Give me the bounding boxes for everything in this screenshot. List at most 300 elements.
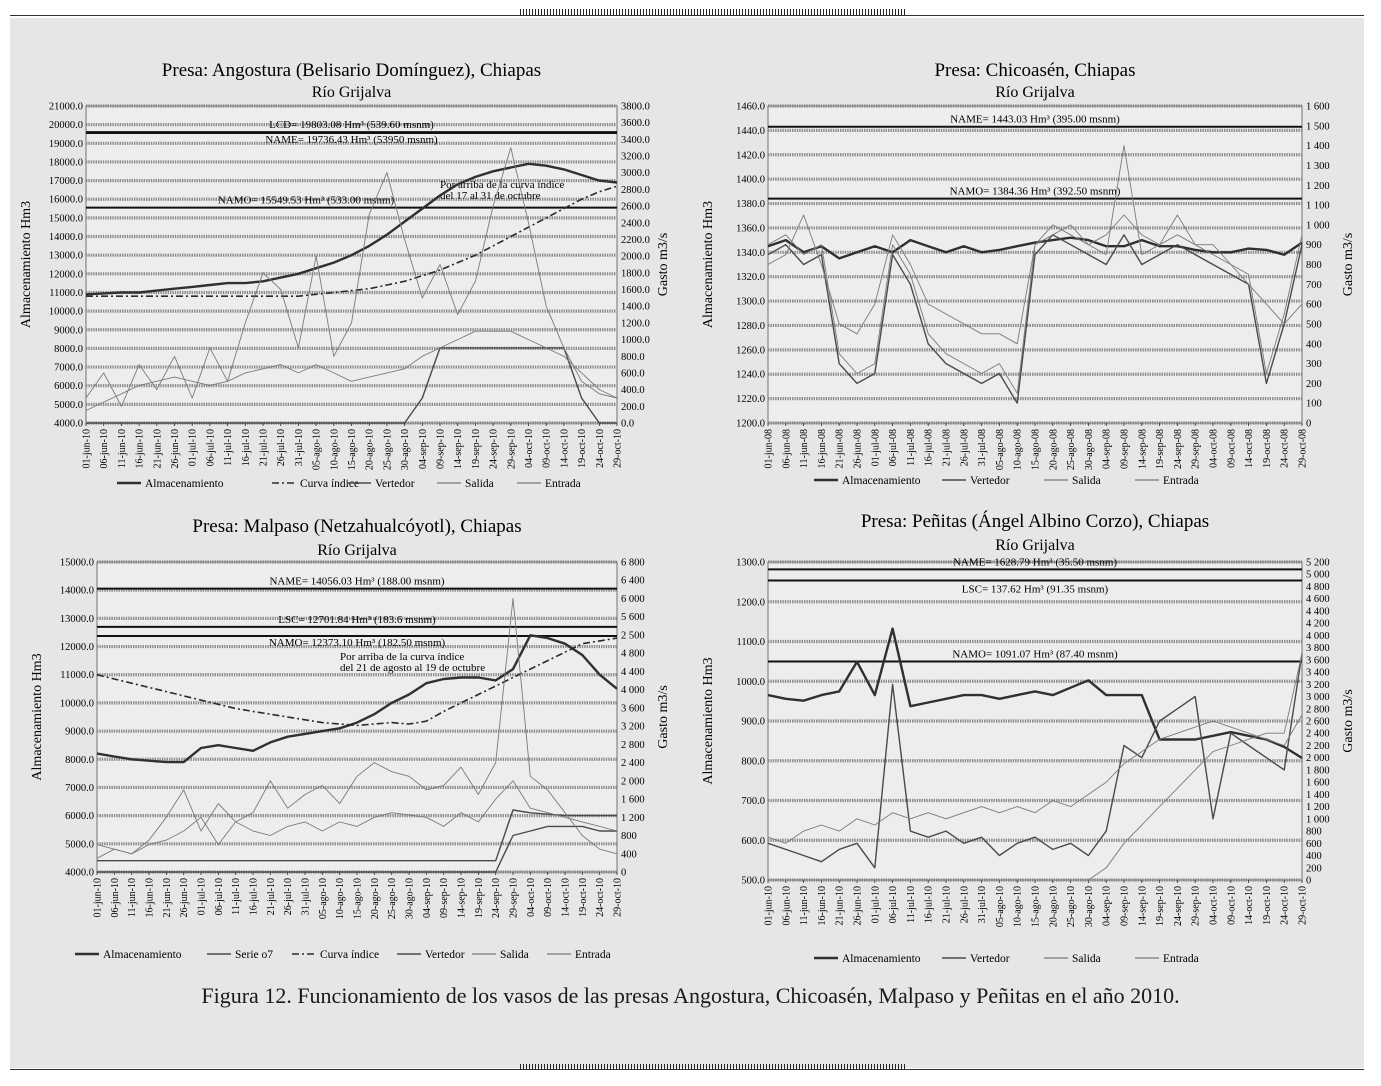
y-tick-label: 9000.0: [54, 325, 83, 337]
x-tick-label: 16-jun-10: [816, 886, 828, 926]
y2-axis-label: Gasto m3/s: [1341, 232, 1356, 297]
y-axis-label: Almacenamiento Hm3: [30, 653, 45, 781]
y2-tick-label: 6 800: [621, 557, 645, 569]
legend-label: Salida: [465, 478, 494, 490]
y2-tick-label: 2400.0: [621, 218, 650, 230]
y-tick-label: 1200.0: [736, 597, 765, 609]
x-tick-label: 06-jul-08: [888, 429, 900, 467]
y-tick-label: 4000.0: [65, 867, 94, 879]
x-tick-label: 30-ago-08: [1083, 429, 1095, 471]
y2-tick-label: 3200.0: [621, 151, 650, 163]
x-tick-label: 06-jul-10: [888, 886, 900, 924]
x-tick-label: 04-oct-10: [524, 429, 535, 468]
annotation-text: Por arriba de la curva índice: [340, 651, 465, 663]
y2-tick-label: 400: [1306, 339, 1322, 351]
x-tick-label: 09-sep-10: [1119, 886, 1131, 926]
x-tick-label: 04-oct-08: [1208, 429, 1220, 468]
y2-tick-label: 5 200: [1306, 557, 1330, 569]
chart-subtitle: Río Grijalva: [995, 537, 1075, 554]
x-tick-label: 14-sep-10: [453, 429, 465, 469]
chart-subtitle: Río Grijalva: [995, 84, 1075, 101]
x-tick-label: 20-ago-10: [364, 429, 376, 471]
x-tick-label: 16-jun-08: [816, 429, 828, 469]
y-tick-label: 1200.0: [736, 418, 765, 430]
y2-axis-label: Gasto m3/s: [656, 685, 671, 749]
x-tick-label: 29-sep-10: [1190, 886, 1202, 926]
legend-label: Entrada: [545, 478, 581, 490]
y2-tick-label: 1 400: [1306, 141, 1330, 153]
y2-tick-label: 2600.0: [621, 201, 650, 213]
chart-subtitle: Río Grijalva: [311, 84, 392, 101]
y-tick-label: 9000.0: [65, 726, 94, 738]
x-tick-label: 05-ago-10: [311, 429, 323, 471]
y-tick-label: 1380.0: [736, 199, 765, 211]
y2-tick-label: 1800.0: [621, 268, 650, 280]
y2-tick-label: 4 200: [1306, 618, 1330, 630]
annotation-text: del 21 de agosto al 19 de octubre: [340, 662, 486, 674]
x-tick-label: 26-jun-10: [170, 429, 181, 469]
x-tick-label: 21-jun-10: [834, 886, 846, 926]
y-tick-label: 1300.0: [736, 557, 765, 569]
y2-tick-label: 3 400: [1306, 667, 1330, 679]
y2-tick-label: 3 600: [1306, 655, 1330, 667]
y2-tick-label: 0.0: [621, 418, 635, 430]
y-tick-label: 5000.0: [54, 399, 83, 411]
y-tick-label: 20000.0: [48, 120, 83, 132]
x-tick-label: 05-ago-10: [317, 878, 329, 920]
y2-tick-label: 600: [1306, 299, 1322, 311]
y2-tick-label: 3 600: [621, 703, 645, 715]
x-tick-label: 25-ago-10: [382, 429, 394, 471]
y-tick-label: 1280.0: [736, 320, 765, 332]
chart-subtitle: Río Grijalva: [317, 542, 397, 559]
x-tick-label: 01-jul-10: [196, 878, 208, 916]
y-tick-label: 1240.0: [736, 369, 765, 381]
y2-tick-label: 1 000: [1306, 814, 1330, 826]
y2-tick-label: 1 400: [1306, 789, 1330, 801]
x-tick-label: 29-sep-08: [1190, 429, 1202, 469]
y-axis-label: Almacenamiento Hm3: [19, 200, 34, 329]
x-tick-label: 26-jul-08: [959, 429, 971, 467]
x-tick-label: 19-oct-10: [577, 429, 589, 468]
x-tick-label: 19-sep-08: [1155, 429, 1167, 469]
y2-tick-label: 0: [1306, 875, 1312, 887]
legend-label: Salida: [1072, 953, 1101, 965]
reference-line-label: NAME= 1628.79 Hm³ (35.50 msnm): [952, 556, 1118, 569]
x-tick-label: 24-oct-10: [1279, 886, 1291, 925]
y-tick-label: 12000.0: [48, 269, 83, 281]
x-tick-label: 09-oct-08: [1226, 429, 1238, 468]
y2-tick-label: 200.0: [621, 401, 645, 413]
x-tick-label: 29-sep-10: [508, 878, 520, 918]
x-tick-label: 31-jul-10: [300, 878, 312, 916]
y-tick-label: 10000.0: [59, 698, 94, 710]
chart-title: Presa: Chicoasén, Chiapas: [934, 60, 1136, 81]
y2-tick-label: 2200.0: [621, 234, 650, 246]
x-tick-label: 06-jun-08: [781, 429, 793, 469]
legend-label: Salida: [500, 949, 529, 961]
annotation-text: Por arriba de la curva índice: [440, 179, 565, 191]
reference-line-label: NAME= 1443.03 Hm³ (395.00 msnm): [950, 113, 1120, 126]
x-tick-label: 14-oct-10: [559, 429, 571, 468]
y2-tick-label: 500: [1306, 319, 1322, 331]
y2-tick-label: 4 400: [1306, 606, 1330, 618]
x-tick-label: 01-jun-10: [92, 878, 104, 918]
x-tick-label: 26-jun-08: [852, 429, 864, 469]
chart-title: Presa: Angostura (Belisario Domínguez), Chiapas: [161, 60, 542, 81]
y2-tick-label: 4 400: [621, 666, 645, 678]
y2-tick-label: 200: [1306, 863, 1322, 875]
y-tick-label: 8000.0: [54, 343, 83, 355]
y2-tick-label: 5 000: [1306, 569, 1330, 581]
y-tick-label: 4000.0: [54, 418, 83, 430]
y-tick-label: 800.0: [741, 756, 765, 768]
y-tick-label: 13000.0: [48, 250, 83, 262]
x-tick-label: 21-jun-10: [161, 878, 173, 918]
x-tick-label: 14-sep-10: [1137, 886, 1149, 926]
x-tick-label: 20-ago-08: [1048, 429, 1060, 471]
x-tick-label: 29-oct-08: [1297, 429, 1309, 468]
y-tick-label: 1440.0: [736, 125, 765, 137]
legend-label: Curva índice: [320, 949, 380, 961]
x-tick-label: 21-jul-10: [265, 878, 277, 916]
y2-tick-label: 800: [621, 831, 637, 843]
x-tick-label: 11-jul-10: [231, 878, 243, 915]
chart-title: Presa: Malpaso (Netzahualcóyotl), Chiapas: [192, 516, 522, 537]
x-tick-label: 26-jul-10: [283, 878, 295, 916]
y-tick-label: 11000.0: [49, 287, 83, 299]
y-tick-label: 1000.0: [736, 676, 765, 688]
y-tick-label: 7000.0: [54, 362, 83, 374]
y-tick-label: 700.0: [741, 796, 765, 807]
bottom-ornament: [520, 1064, 906, 1070]
y2-tick-label: 400.0: [621, 385, 645, 397]
x-tick-label: 16-jul-10: [923, 886, 935, 924]
y2-tick-label: 6 000: [621, 593, 645, 605]
y-tick-label: 13000.0: [59, 613, 94, 625]
y2-axis-label: Gasto m3/s: [1341, 689, 1356, 753]
legend-label: Vertedor: [970, 475, 1010, 487]
x-tick-label: 01-jul-08: [870, 429, 882, 467]
y2-tick-label: 100: [1306, 398, 1322, 410]
legend-label: Almacenamiento: [145, 478, 224, 490]
y-tick-label: 16000.0: [48, 194, 83, 206]
x-tick-label: 06-jun-10: [109, 878, 121, 918]
x-tick-label: 04-oct-10: [1208, 886, 1220, 925]
x-tick-label: 15-ago-10: [352, 878, 364, 920]
x-tick-label: 21-jun-10: [152, 429, 164, 469]
y2-tick-label: 3800.0: [621, 101, 650, 113]
x-tick-label: 06-jul-10: [213, 878, 225, 916]
x-tick-label: 14-oct-10: [1244, 886, 1256, 925]
x-tick-label: 29-oct-10: [612, 878, 624, 917]
x-tick-label: 06-jun-10: [99, 429, 111, 469]
x-tick-label: 15-ago-10: [347, 429, 358, 471]
x-tick-label: 11-jul-10: [905, 886, 917, 923]
y2-tick-label: 400: [1306, 851, 1322, 863]
figure-caption: Figura 12. Funcionamiento de los vasos de las presas Angostura, Chicoasén, Malpaso y Peñitas en el año 2010.: [201, 983, 1180, 1008]
x-tick-label: 19-oct-10: [1261, 886, 1273, 925]
x-tick-label: 04-oct-10: [525, 878, 537, 917]
chart-title: Presa: Peñitas (Ángel Albino Corzo), Chiapas: [860, 511, 1210, 532]
y-tick-label: 1420.0: [736, 150, 765, 162]
reference-line-label: LSC= 137.62 Hm³ (91.35 msnm): [961, 583, 1109, 596]
x-tick-label: 11-jun-10: [127, 878, 139, 918]
y2-tick-label: 2 000: [621, 776, 645, 788]
legend-label: Almacenamiento: [103, 949, 182, 961]
x-tick-label: 25-ago-10: [387, 878, 399, 920]
x-tick-label: 09-oct-10: [543, 878, 555, 917]
x-tick-label: 11-jul-10: [223, 429, 235, 466]
y2-tick-label: 2 500: [621, 630, 645, 642]
y-tick-label: 1100.0: [736, 637, 765, 648]
y-tick-label: 500.0: [741, 875, 765, 887]
x-tick-label: 26-jul-10: [959, 886, 971, 924]
x-tick-label: 24-sep-10: [1172, 886, 1184, 926]
y2-tick-label: 1 600: [1306, 101, 1330, 113]
y-tick-label: 12000.0: [59, 642, 94, 654]
y-axis-label: Almacenamiento Hm3: [701, 657, 716, 785]
x-tick-label: 21-jul-10: [258, 429, 270, 467]
y2-tick-label: 3600.0: [621, 118, 650, 130]
y2-tick-label: 3000.0: [621, 168, 650, 180]
x-tick-label: 11-jun-10: [116, 429, 128, 469]
x-tick-label: 11-jun-10: [799, 886, 811, 926]
x-tick-label: 21-jul-08: [941, 429, 953, 467]
y-tick-label: 6000.0: [65, 811, 94, 823]
x-tick-label: 09-sep-10: [435, 429, 447, 469]
y2-axis-label: Gasto m3/s: [656, 232, 671, 297]
x-tick-label: 30-ago-10: [1083, 886, 1095, 928]
y2-tick-label: 4 800: [621, 648, 645, 660]
reference-line-label: NAMO= 1091.07 Hm³ (87.40 msnm): [952, 648, 1118, 661]
x-tick-label: 16-jul-10: [248, 878, 260, 916]
x-tick-label: 11-jun-08: [799, 429, 811, 469]
y2-tick-label: 4 800: [1306, 581, 1330, 593]
y2-tick-label: 2 400: [621, 758, 645, 770]
y-tick-label: 1460.0: [736, 101, 765, 113]
y-tick-label: 15000.0: [48, 213, 83, 225]
x-tick-label: 14-sep-10: [456, 878, 468, 918]
y2-tick-label: 1600.0: [621, 285, 650, 297]
legend-label: Curva índice: [300, 478, 360, 490]
y2-tick-label: 2 400: [1306, 728, 1330, 740]
y2-tick-label: 3 800: [1306, 643, 1330, 655]
legend-label: Entrada: [1163, 475, 1199, 487]
annotation-text: del 17 al 31 de octubre: [440, 190, 541, 202]
x-tick-label: 30-ago-10: [400, 429, 412, 471]
y2-tick-label: 800.0: [621, 351, 645, 363]
x-tick-label: 04-sep-10: [417, 429, 429, 469]
x-tick-label: 16-jun-10: [144, 878, 156, 918]
x-tick-label: 24-oct-10: [594, 429, 606, 468]
x-tick-label: 16-jun-10: [134, 429, 146, 469]
x-tick-label: 16-jul-08: [923, 429, 935, 467]
x-tick-label: 01-jun-08: [763, 429, 775, 469]
y2-tick-label: 1 200: [1306, 180, 1330, 192]
x-tick-label: 24-sep-10: [491, 878, 503, 918]
reference-line-label: LCD= 19803.08 Hm³ (539.60 msnm): [269, 119, 434, 132]
x-tick-label: 10-ago-10: [329, 429, 341, 471]
reference-line-label: NAME= 14056.03 Hm³ (188.00 msnm): [269, 575, 445, 588]
y2-tick-label: 1 500: [1306, 121, 1330, 133]
y2-tick-label: 2 000: [1306, 753, 1330, 765]
y-tick-label: 10000.0: [48, 306, 83, 318]
y2-tick-label: 1 100: [1306, 200, 1330, 212]
x-tick-label: 11-jul-08: [905, 429, 917, 466]
y2-tick-label: 600.0: [621, 368, 645, 380]
y2-tick-label: 3400.0: [621, 134, 650, 146]
legend-label: Entrada: [1163, 953, 1199, 965]
reference-line-label: LSC= 12701.84 Hm³ (183.6 msnm): [278, 613, 436, 626]
x-tick-label: 24-oct-10: [595, 878, 607, 917]
x-tick-label: 04-sep-08: [1101, 429, 1113, 469]
y2-tick-label: 3 200: [621, 721, 645, 733]
y-tick-label: 15000.0: [59, 557, 94, 569]
x-tick-label: 31-jul-08: [977, 429, 989, 467]
y2-tick-label: 0: [621, 867, 627, 879]
legend-label: Salida: [1072, 475, 1101, 487]
y-tick-label: 6000.0: [54, 381, 83, 393]
y-tick-label: 11000.0: [60, 670, 94, 682]
y2-tick-label: 1 600: [1306, 777, 1330, 789]
x-tick-label: 05-ago-08: [994, 429, 1006, 471]
y2-tick-label: 4 000: [621, 685, 645, 697]
x-tick-label: 05-ago-10: [994, 886, 1006, 928]
x-tick-label: 31-jul-10: [977, 886, 989, 924]
y-tick-label: 17000.0: [48, 176, 83, 188]
y2-tick-label: 1200.0: [621, 318, 650, 330]
y2-tick-label: 1 600: [621, 794, 645, 806]
x-tick-label: 30-ago-10: [404, 878, 416, 920]
y2-tick-label: 400: [621, 849, 637, 861]
legend-label: Entrada: [575, 949, 611, 961]
y2-tick-label: 0: [1306, 418, 1312, 430]
legend-label: Almacenamiento: [842, 475, 921, 487]
x-tick-label: 01-jul-10: [187, 429, 199, 467]
x-tick-label: 06-jul-10: [205, 429, 217, 467]
legend-label: Almacenamiento: [842, 953, 921, 965]
legend-label: Vertedor: [970, 953, 1010, 965]
legend-label: Vertedor: [425, 949, 465, 961]
y2-tick-label: 1 000: [1306, 220, 1330, 232]
legend-label: Serie o7: [235, 949, 274, 961]
x-tick-label: 19-oct-08: [1261, 429, 1273, 468]
y2-tick-label: 200: [1306, 378, 1322, 390]
x-tick-label: 09-sep-10: [439, 878, 451, 918]
x-tick-label: 15-ago-10: [1030, 886, 1042, 928]
y2-tick-label: 700: [1306, 279, 1322, 291]
x-tick-label: 26-jun-10: [852, 886, 864, 926]
y2-tick-label: 3 200: [1306, 679, 1330, 691]
y-tick-label: 1260.0: [736, 345, 765, 357]
y2-tick-label: 4 600: [1306, 594, 1330, 606]
y2-tick-label: 2800.0: [621, 184, 650, 196]
y-tick-label: 19000.0: [48, 138, 83, 150]
x-tick-label: 14-sep-08: [1137, 429, 1149, 469]
y-tick-label: 1340.0: [736, 247, 765, 259]
x-tick-label: 09-oct-10: [541, 429, 553, 468]
x-tick-label: 09-oct-10: [1226, 886, 1238, 925]
x-tick-label: 04-sep-10: [421, 878, 433, 918]
y2-tick-label: 1 300: [1306, 160, 1330, 172]
y2-tick-label: 6 400: [621, 575, 645, 587]
x-tick-label: 19-sep-10: [1155, 886, 1167, 926]
x-tick-label: 16-jul-10: [240, 429, 252, 467]
x-tick-label: 20-ago-10: [369, 878, 381, 920]
y2-tick-label: 1400.0: [621, 301, 650, 313]
y2-tick-label: 900: [1306, 240, 1322, 252]
x-tick-label: 25-ago-08: [1066, 429, 1078, 471]
x-tick-label: 24-oct-08: [1279, 429, 1291, 468]
x-tick-label: 19-sep-10: [470, 429, 482, 470]
y2-tick-label: 3 000: [1306, 692, 1330, 704]
y-tick-label: 7000.0: [65, 782, 94, 794]
x-tick-label: 10-ago-08: [1012, 428, 1024, 471]
x-tick-label: 14-oct-10: [560, 878, 572, 917]
y2-tick-label: 800: [1306, 260, 1322, 271]
x-tick-label: 20-ago-10: [1048, 886, 1060, 928]
y-tick-label: 14000.0: [59, 585, 94, 597]
y-tick-label: 14000.0: [48, 232, 83, 244]
y2-tick-label: 2000.0: [621, 251, 650, 263]
y2-tick-label: 1 200: [621, 812, 645, 824]
x-tick-label: 06-jun-10: [781, 886, 793, 926]
x-tick-label: 04-sep-10: [1101, 886, 1113, 926]
y2-tick-label: 800: [1306, 826, 1322, 838]
x-tick-label: 09-sep-08: [1119, 429, 1131, 469]
y-tick-label: 5000.0: [65, 839, 94, 851]
y2-tick-label: 2 200: [1306, 740, 1330, 752]
y2-tick-label: 4 000: [1306, 630, 1330, 642]
x-tick-label: 31-jul-10: [293, 429, 305, 467]
y-tick-label: 1320.0: [736, 272, 765, 284]
y2-tick-label: 2 600: [1306, 716, 1330, 728]
x-tick-label: 29-oct-10: [612, 429, 624, 468]
x-tick-label: 10-ago-10: [1012, 885, 1024, 928]
x-tick-label: 10-ago-10: [335, 878, 347, 920]
x-tick-label: 14-oct-08: [1244, 429, 1256, 468]
x-tick-label: 25-ago-10: [1066, 886, 1078, 928]
legend-label: Vertedor: [375, 478, 415, 490]
y2-tick-label: 1000.0: [621, 335, 650, 347]
x-tick-label: 26-jun-10: [179, 878, 191, 918]
x-tick-label: 21-jul-10: [941, 886, 953, 924]
x-tick-label: 24-sep-10: [488, 428, 500, 469]
y-tick-label: 21000.0: [48, 101, 83, 113]
x-tick-label: 19-sep-10: [473, 878, 485, 918]
reference-line-label: NAMO= 1384.36 Hm³ (392.50 msnm): [949, 185, 1121, 198]
x-tick-label: 01-jun-10: [763, 886, 775, 926]
y-tick-label: 600.0: [741, 835, 765, 847]
x-tick-label: 29-sep-10: [506, 429, 518, 469]
y2-tick-label: 2 800: [1306, 704, 1330, 716]
y2-tick-label: 600: [1306, 838, 1322, 850]
y-axis-label: Almacenamiento Hm3: [701, 200, 716, 329]
y-tick-label: 1360.0: [736, 223, 765, 235]
y-tick-label: 900.0: [741, 716, 765, 728]
reference-line-label: NAME= 19736.43 Hm³ (53950 msnm): [265, 134, 438, 147]
y-tick-label: 1300.0: [736, 296, 765, 308]
x-tick-label: 24-sep-08: [1172, 429, 1184, 469]
x-tick-label: 19-oct-10: [577, 878, 589, 917]
x-tick-label: 01-jul-10: [870, 886, 882, 924]
y-tick-label: 8000.0: [65, 754, 94, 766]
y-tick-label: 1220.0: [736, 394, 765, 406]
y-tick-label: 1400.0: [736, 174, 765, 186]
reference-line-label: NAMO= 15549.53 Hm³ (533.00 msnm): [217, 194, 395, 207]
x-tick-label: 01-jun-10: [81, 429, 93, 469]
